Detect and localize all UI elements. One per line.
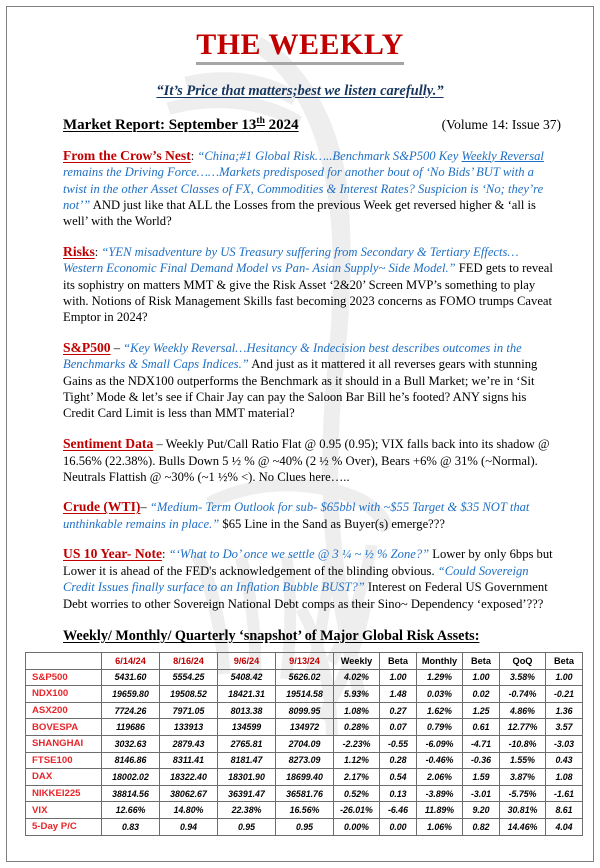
- cell-6-14-24: 38814.56: [102, 785, 160, 802]
- cell-8-16-24: 18322.40: [160, 769, 218, 786]
- cell-beta: 0.54: [380, 769, 417, 786]
- section-crude-wti: [25, 498, 575, 532]
- cell-8-16-24: 0.94: [160, 818, 218, 835]
- cell-6-14-24: 18002.02: [102, 769, 160, 786]
- cell-beta: -4.71: [463, 735, 500, 752]
- table-row: [26, 818, 583, 835]
- cell-9-6-24: 5408.42: [218, 669, 276, 686]
- cell-weekly: 4.02%: [334, 669, 380, 686]
- cell-8-16-24: 38062.67: [160, 785, 218, 802]
- cell-qoq: 3.87%: [500, 769, 546, 786]
- cell-weekly: 1.12%: [334, 752, 380, 769]
- cell-weekly: 0.28%: [334, 719, 380, 736]
- section-crows-nest: [25, 147, 575, 230]
- column-header-date-3: 9/6/24: [218, 653, 276, 670]
- section-separator: :: [190, 148, 198, 163]
- column-header-qoq: QoQ: [500, 653, 546, 670]
- cell-9-13-24: 16.56%: [276, 802, 334, 819]
- section-us-10-year-note: [25, 545, 575, 612]
- cell-8-16-24: 14.80%: [160, 802, 218, 819]
- table-row: [26, 769, 583, 786]
- cell-9-6-24: 134599: [218, 719, 276, 736]
- table-row: [26, 752, 583, 769]
- document-page: [6, 6, 594, 862]
- cell-weekly: -2.23%: [334, 735, 380, 752]
- section-sentiment-data: [25, 435, 575, 485]
- table-row: [26, 735, 583, 752]
- cell-qoq: 3.58%: [500, 669, 546, 686]
- row-label-shanghai: SHANGHAI: [26, 735, 102, 752]
- report-date-ordinal: th: [256, 115, 265, 126]
- section-heading: Crude (WTI): [63, 499, 141, 515]
- cell-beta: 0.02: [463, 686, 500, 703]
- cell-9-13-24: 18699.40: [276, 769, 334, 786]
- cell-monthly: 0.79%: [417, 719, 463, 736]
- section-body: AND just like that ALL the Losses from the previous Week get reversed higher & ‘all is well’ with the World?: [63, 197, 536, 229]
- cell-qoq: 1.55%: [500, 752, 546, 769]
- cell-monthly: 1.62%: [417, 702, 463, 719]
- section-heading: Sentiment Data: [63, 435, 154, 451]
- cell-beta: 1.00: [380, 669, 417, 686]
- cell-beta: 4.04: [546, 818, 583, 835]
- section-body: And just as it mattered it all reverses gears with stunning Gains as the NDX100 outperforms the Benchmark as it should in a Bull Market; we’re in ‘Sit Tight’ Mode & let’s see if Chair Jay can pay the Saloon Bar Bill he’s footed? ANY signs his Credit Card Limit is less than MMT material?: [63, 357, 538, 421]
- cell-weekly: 5.93%: [334, 686, 380, 703]
- cell-9-6-24: 18421.31: [218, 686, 276, 703]
- column-header-beta-monthly: Beta: [463, 653, 500, 670]
- cell-6-14-24: 5431.60: [102, 669, 160, 686]
- cell-9-13-24: 8099.95: [276, 702, 334, 719]
- report-date-title: [63, 116, 299, 134]
- cell-6-14-24: 0.83: [102, 818, 160, 835]
- cell-9-13-24: 134972: [276, 719, 334, 736]
- cell-9-6-24: 8181.47: [218, 752, 276, 769]
- report-date-prefix: Market Report: September 13: [63, 116, 257, 133]
- section-body: Lower by only 6bps but Lower it is ahead of the FED's acknowledgement of the blinding obvious.: [63, 547, 553, 578]
- section-separator: –: [140, 500, 150, 515]
- column-header-date-2: 8/16/24: [160, 653, 218, 670]
- cell-9-13-24: 19514.58: [276, 686, 334, 703]
- masthead: [25, 29, 575, 65]
- section-body: FED gets to reveal its sophistry on matters MMT & give the Risk Asset ‘2&20’ Screen MVP’s something to play with. Notions of Risk Management Skills fast becoming 2023 concerns as FOMO trumps Caveat Emptor in 2024?: [63, 261, 553, 325]
- cell-beta: -3.03: [546, 735, 583, 752]
- cell-6-14-24: 12.66%: [102, 802, 160, 819]
- cell-qoq: -5.75%: [500, 785, 546, 802]
- cell-beta: 1.00: [546, 669, 583, 686]
- row-label-5-day-p-c: 5-Day P/C: [26, 818, 102, 835]
- section-heading: From the Crow’s Nest: [63, 147, 191, 163]
- cell-qoq: -10.8%: [500, 735, 546, 752]
- cell-qoq: 12.77%: [500, 719, 546, 736]
- cell-8-16-24: 19508.52: [160, 686, 218, 703]
- section-heading: Risks: [63, 243, 95, 259]
- section-heading: S&P500: [63, 339, 111, 355]
- section-separator: :: [94, 244, 102, 259]
- table-corner-cell: [26, 653, 102, 670]
- cell-6-14-24: 7724.26: [102, 702, 160, 719]
- cell-beta: -3.01: [463, 785, 500, 802]
- row-label-s-p500: S&P500: [26, 669, 102, 686]
- cell-beta: 0.61: [463, 719, 500, 736]
- cell-9-6-24: 8013.38: [218, 702, 276, 719]
- section-separator: :: [162, 547, 169, 562]
- cell-beta: -0.21: [546, 686, 583, 703]
- cell-qoq: 4.86%: [500, 702, 546, 719]
- cell-beta: 1.25: [463, 702, 500, 719]
- cell-8-16-24: 8311.41: [160, 752, 218, 769]
- cell-monthly: -6.09%: [417, 735, 463, 752]
- cell-monthly: 1.06%: [417, 818, 463, 835]
- cell-beta: 8.61: [546, 802, 583, 819]
- section-quote-underlined: Weekly Reversal: [461, 148, 544, 163]
- section-quote: “YEN misadventure by US Treasury suffering from Secondary & Tertiary Effects… Western Economic Final Demand Model vs Pan- Asian Supply~ Side Model.”: [63, 244, 519, 276]
- column-header-beta-qoq: Beta: [546, 653, 583, 670]
- row-label-asx200: ASX200: [26, 702, 102, 719]
- subtitle-container: [25, 82, 575, 100]
- cell-9-13-24: 0.95: [276, 818, 334, 835]
- cell-6-14-24: 19659.80: [102, 686, 160, 703]
- row-label-bovespa: BOVESPA: [26, 719, 102, 736]
- cell-qoq: 30.81%: [500, 802, 546, 819]
- cell-beta: 1.36: [546, 702, 583, 719]
- cell-monthly: -0.46%: [417, 752, 463, 769]
- cell-6-14-24: 119686: [102, 719, 160, 736]
- row-label-nikkei225: NIKKEI225: [26, 785, 102, 802]
- cell-beta: 1.08: [546, 769, 583, 786]
- column-header-beta-weekly: Beta: [380, 653, 417, 670]
- cell-weekly: -26.01%: [334, 802, 380, 819]
- cell-weekly: 0.00%: [334, 818, 380, 835]
- cell-9-13-24: 8273.09: [276, 752, 334, 769]
- column-header-date-4: 9/13/24: [276, 653, 334, 670]
- cell-monthly: 11.89%: [417, 802, 463, 819]
- cell-beta: 1.00: [463, 669, 500, 686]
- cell-qoq: 14.46%: [500, 818, 546, 835]
- section-body: $65 Line in the Sand as Buyer(s) emerge???: [219, 516, 445, 531]
- masthead-subtitle: “It’s Price that matters;best we listen carefully.”: [156, 82, 444, 99]
- table-row: [26, 785, 583, 802]
- section-risks: [25, 243, 575, 326]
- section-separator: –: [153, 436, 166, 451]
- cell-weekly: 1.08%: [334, 702, 380, 719]
- cell-beta: 0.13: [380, 785, 417, 802]
- report-header-line: [25, 116, 575, 134]
- cell-8-16-24: 133913: [160, 719, 218, 736]
- table-row: [26, 669, 583, 686]
- row-label-ndx100: NDX100: [26, 686, 102, 703]
- cell-beta: -0.36: [463, 752, 500, 769]
- cell-qoq: -0.74%: [500, 686, 546, 703]
- section-quote: “‘What to Do’ once we settle @ 3 ¼ ~ ½ % Zone?”: [168, 547, 430, 562]
- cell-6-14-24: 3032.63: [102, 735, 160, 752]
- column-header-weekly: Weekly: [334, 653, 380, 670]
- cell-monthly: 2.06%: [417, 769, 463, 786]
- cell-beta: 3.57: [546, 719, 583, 736]
- volume-issue: (Volume 14: Issue 37): [441, 116, 561, 132]
- section-separator: –: [110, 340, 124, 355]
- cell-8-16-24: 2879.43: [160, 735, 218, 752]
- cell-beta: 1.59: [463, 769, 500, 786]
- cell-8-16-24: 7971.05: [160, 702, 218, 719]
- column-header-monthly: Monthly: [417, 653, 463, 670]
- table-row: [26, 802, 583, 819]
- cell-beta: 0.27: [380, 702, 417, 719]
- cell-9-13-24: 36581.76: [276, 785, 334, 802]
- row-label-ftse100: FTSE100: [26, 752, 102, 769]
- cell-8-16-24: 5554.25: [160, 669, 218, 686]
- cell-beta: 1.48: [380, 686, 417, 703]
- cell-weekly: 0.52%: [334, 785, 380, 802]
- section-quote: “Key Weekly Reversal…Hesitancy & Indecision best describes outcomes in the Benchmarks & Small Caps Indices.”: [63, 340, 522, 372]
- table-row: [26, 686, 583, 703]
- cell-9-6-24: 0.95: [218, 818, 276, 835]
- row-label-dax: DAX: [26, 769, 102, 786]
- section-body-secondary: Interest on Federal US Government Debt worries to other Sovereign National Debt comps as their Sino~ Dependency ‘exposed’???: [63, 580, 548, 611]
- column-header-date-1: 6/14/24: [102, 653, 160, 670]
- cell-9-6-24: 36391.47: [218, 785, 276, 802]
- section-heading: US 10 Year- Note: [63, 546, 163, 562]
- cell-beta: -0.55: [380, 735, 417, 752]
- cell-beta: 0.00: [380, 818, 417, 835]
- risk-assets-table: [25, 652, 583, 836]
- cell-beta: -6.46: [380, 802, 417, 819]
- table-title: Weekly/ Monthly/ Quarterly ‘snapshot’ of Major Global Risk Assets:: [63, 628, 480, 644]
- cell-9-13-24: 2704.09: [276, 735, 334, 752]
- cell-monthly: -3.89%: [417, 785, 463, 802]
- table-header-row: [26, 653, 583, 670]
- cell-beta: 0.07: [380, 719, 417, 736]
- cell-beta: 0.82: [463, 818, 500, 835]
- page-title: THE WEEKLY: [196, 29, 404, 65]
- cell-monthly: 1.29%: [417, 669, 463, 686]
- section-quote: “China;#1 Global Risk…..Benchmark S&P500 Key: [197, 148, 462, 163]
- section-quote-cont: remains the Driving Force……Markets predisposed for another bout of ‘No Bids’ BUT with a twist in the other Asset Classes of FX, Commodities & Interest Rates? Suspicion is ‘No; they’re not’”: [63, 165, 544, 212]
- report-date-year: 2024: [264, 116, 299, 133]
- section-body: Weekly Put/Call Ratio Flat @ 0.95 (0.95); VIX falls back into its shadow @ 16.56% (22.38%). Bulls Down 5 ½ % @ ~40% (2 ½ % Over), Bears +6% @ 31% (~Normal). Neutrals Flattish @ ~30% (~1 ½% <). No Clues here…..: [63, 436, 550, 484]
- cell-6-14-24: 8146.86: [102, 752, 160, 769]
- row-label-vix: VIX: [26, 802, 102, 819]
- cell-9-6-24: 18301.90: [218, 769, 276, 786]
- cell-9-13-24: 5626.02: [276, 669, 334, 686]
- cell-monthly: 0.03%: [417, 686, 463, 703]
- table-row: [26, 702, 583, 719]
- cell-beta: -1.61: [546, 785, 583, 802]
- cell-9-6-24: 22.38%: [218, 802, 276, 819]
- cell-beta: 0.28: [380, 752, 417, 769]
- section-sp500: [25, 339, 575, 422]
- cell-beta: 0.43: [546, 752, 583, 769]
- cell-weekly: 2.17%: [334, 769, 380, 786]
- cell-9-6-24: 2765.81: [218, 735, 276, 752]
- cell-beta: 9.20: [463, 802, 500, 819]
- section-quote: “Medium- Term Outlook for sub- $65bbl with ~$55 Target & $35 NOT that unthinkable remains in place.”: [63, 500, 530, 531]
- table-row: [26, 719, 583, 736]
- section-quote-secondary: “Could Sovereign Credit Issues finally surface to an Inflation Bubble BUST?”: [63, 563, 529, 595]
